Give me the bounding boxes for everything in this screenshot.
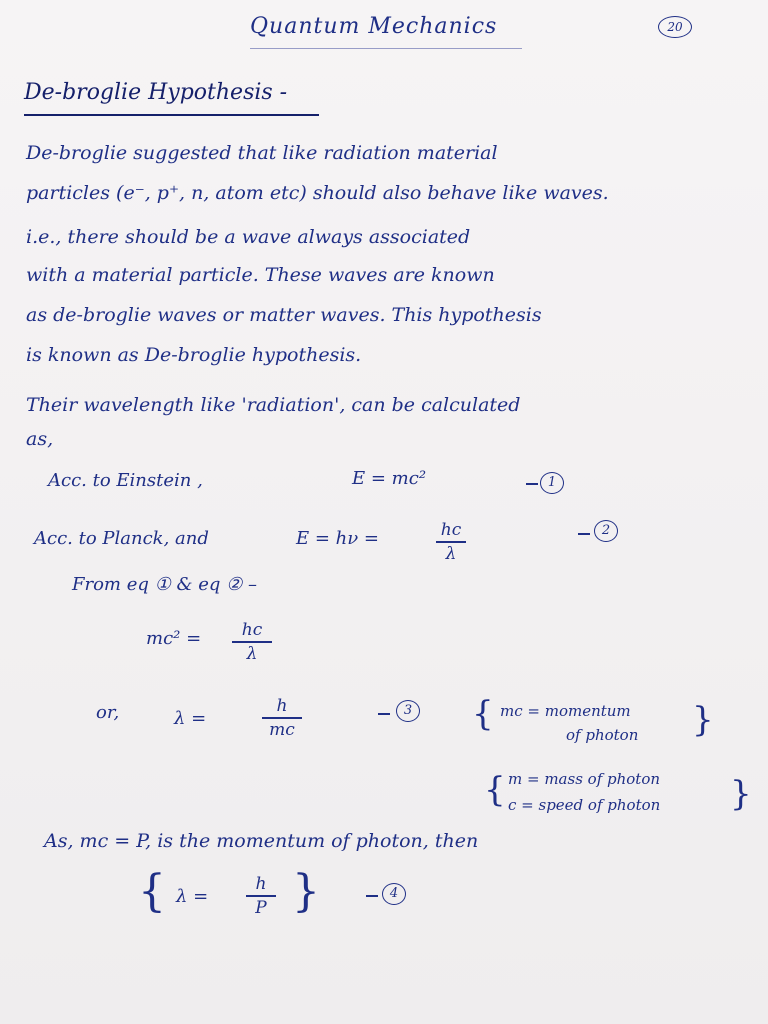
note1-line-1: mc = momentum: [500, 702, 631, 720]
note2-line-1: m = mass of photon: [508, 770, 661, 788]
momentum-statement: As, mc = P, is the momentum of photon, then: [44, 830, 479, 852]
eq2-dash: [578, 533, 590, 535]
heading-underline: [24, 114, 319, 116]
eq4-left-brace: {: [138, 866, 166, 917]
eq4-denominator: P: [255, 897, 267, 918]
from-equations: From eq ① & eq ② –: [72, 574, 257, 595]
eq1-tag: 1: [540, 472, 564, 494]
eq4-fraction-bar: [246, 895, 276, 897]
eq3-tag: 3: [396, 700, 420, 722]
eq4-fraction: [246, 874, 276, 918]
paragraph-line-6: is known as De-broglie hypothesis.: [26, 344, 362, 366]
page-title: Quantum Mechanics: [250, 14, 498, 39]
eq4-lhs: λ =: [176, 886, 209, 907]
note1-left-brace: {: [472, 694, 494, 734]
eq3-fraction-bar: [262, 717, 302, 719]
eq4-dash: [366, 895, 378, 897]
note2-left-brace: {: [484, 770, 506, 810]
eq3-dash: [378, 713, 390, 715]
paragraph-line-4: with a material particle. These waves are known: [26, 264, 495, 286]
eq2-expression: E = hν =: [296, 528, 380, 549]
paragraph-line-1: De-broglie suggested that like radiation material: [26, 142, 498, 164]
eq2-lead: Acc. to Planck, and: [34, 528, 209, 549]
substitution-lhs: mc² =: [146, 628, 202, 649]
title-underline: [250, 48, 522, 49]
section-heading: De-broglie Hypothesis -: [24, 80, 288, 105]
eq2-denominator: λ: [445, 543, 457, 564]
page-number: 20: [658, 16, 692, 38]
paragraph-line-3: i.e., there should be a wave always associated: [26, 226, 471, 248]
eq3-lhs: λ =: [174, 708, 207, 729]
eq1-lead: Acc. to Einstein ,: [48, 470, 203, 491]
paragraph-line-5: as de-broglie waves or matter waves. This hypothesis: [26, 304, 542, 326]
paragraph-line-2: particles (e⁻, p⁺, n, atom etc) should also behave like waves.: [26, 182, 609, 204]
eq3-fraction: [262, 696, 302, 740]
substitution-fraction: [232, 620, 272, 664]
note2-right-brace: }: [730, 774, 752, 814]
eq4-numerator: h: [255, 874, 267, 894]
paragraph-line-8: as,: [26, 428, 54, 450]
note1-line-2: of photon: [566, 726, 639, 744]
eq2-numerator: hc: [440, 520, 462, 540]
eq2-fraction: [436, 520, 466, 564]
eq3-numerator: h: [276, 696, 288, 716]
eq4-right-brace: }: [292, 866, 320, 917]
paragraph-line-7: Their wavelength like 'radiation', can be calculated: [26, 394, 521, 416]
eq1-dash: [526, 483, 538, 485]
eq1-expression: E = mc²: [352, 468, 427, 489]
eq2-tag: 2: [594, 520, 618, 542]
eq4-tag: 4: [382, 883, 406, 905]
or-label: or,: [96, 702, 120, 723]
eq3-denominator: mc: [269, 719, 295, 740]
substitution-denominator: λ: [246, 643, 258, 664]
substitution-fraction-bar: [232, 641, 272, 643]
substitution-numerator: hc: [241, 620, 263, 640]
eq2-fraction-bar: [436, 541, 466, 543]
note1-right-brace: }: [692, 700, 714, 740]
note2-line-2: c = speed of photon: [508, 796, 661, 814]
